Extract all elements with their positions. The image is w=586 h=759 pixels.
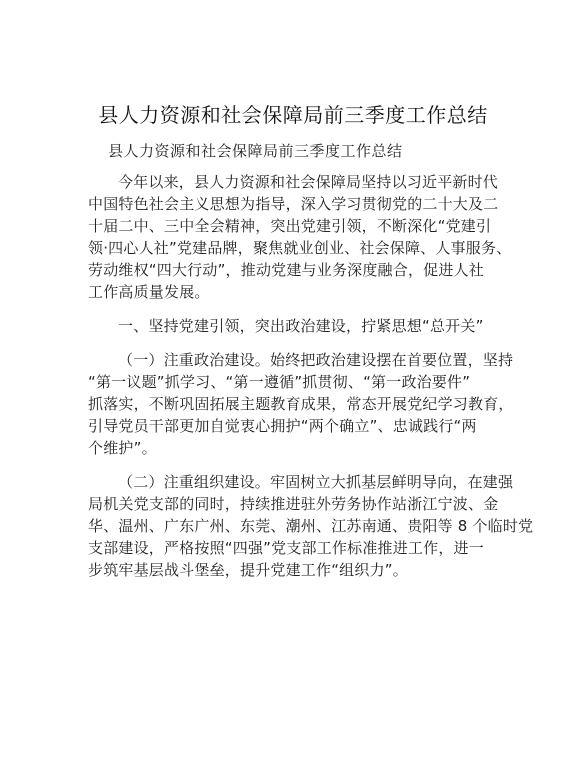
paragraph-political-building [88, 349, 514, 459]
paragraph-line: 支部建设，严格按照“四强”党支部工作标准推进工作，进一 [88, 539, 484, 557]
paragraph-line: 抓落实，不断巩固拓展主题教育成果，常态开展党纪学习教育， [88, 395, 514, 413]
paragraph-line: 十届二中、三中全会精神，突出党建引领，不断深化“党建引 [88, 217, 492, 235]
document-subtitle: 县人力资源和社会保障局前三季度工作总结 [108, 142, 403, 160]
paragraph-line: （一）注重政治建设。始终把政治建设摆在首要位置，坚持 [118, 351, 514, 369]
paragraph-line: “第一议题”抓学习、“第一遵循”抓贯彻、“第一政治要件” [88, 373, 471, 391]
paragraph-organization-building [88, 471, 534, 581]
paragraph-line: 工作高质量发展。 [88, 283, 210, 301]
paragraph-line: 劳动维权“四大行动”，推动党建与业务深度融合，促进人社 [88, 261, 484, 279]
paragraph-line: 中国特色社会主义思想为指导，深入学习贯彻党的二十大及二 [88, 195, 499, 213]
document-title: 县人力资源和社会保障局前三季度工作总结 [98, 103, 488, 127]
paragraph-line: 个维护”。 [88, 439, 157, 457]
paragraph-line: 步筑牢基层战斗堡垒，提升党建工作“组织力”。 [88, 561, 408, 579]
document-body [88, 171, 534, 593]
paragraph-intro [88, 171, 512, 303]
paragraph-line: 领·四心人社”党建品牌，聚焦就业创业、社会保障、人事服务、 [88, 239, 512, 257]
section-heading-1 [88, 315, 508, 337]
paragraph-line: 局机关党支部的同时，持续推进驻外劳务协作站浙江宁波、金 [88, 495, 499, 513]
section-heading-line: 一、坚持党建引领，突出政治建设，拧紧思想“总开关” [118, 317, 484, 335]
paragraph-line: 今年以来，县人力资源和社会保障局坚持以习近平新时代 [118, 173, 499, 191]
paragraph-line: 引导党员干部更加自觉衷心拥护“两个确立”、忠诚践行“两 [88, 417, 477, 435]
paragraph-line: 华、温州、广东广州、东莞、潮州、江苏南通、贵阳等 8 个临时党 [88, 517, 534, 535]
paragraph-line: （二）注重组织建设。牢固树立大抓基层鲜明导向，在建强 [118, 473, 514, 491]
